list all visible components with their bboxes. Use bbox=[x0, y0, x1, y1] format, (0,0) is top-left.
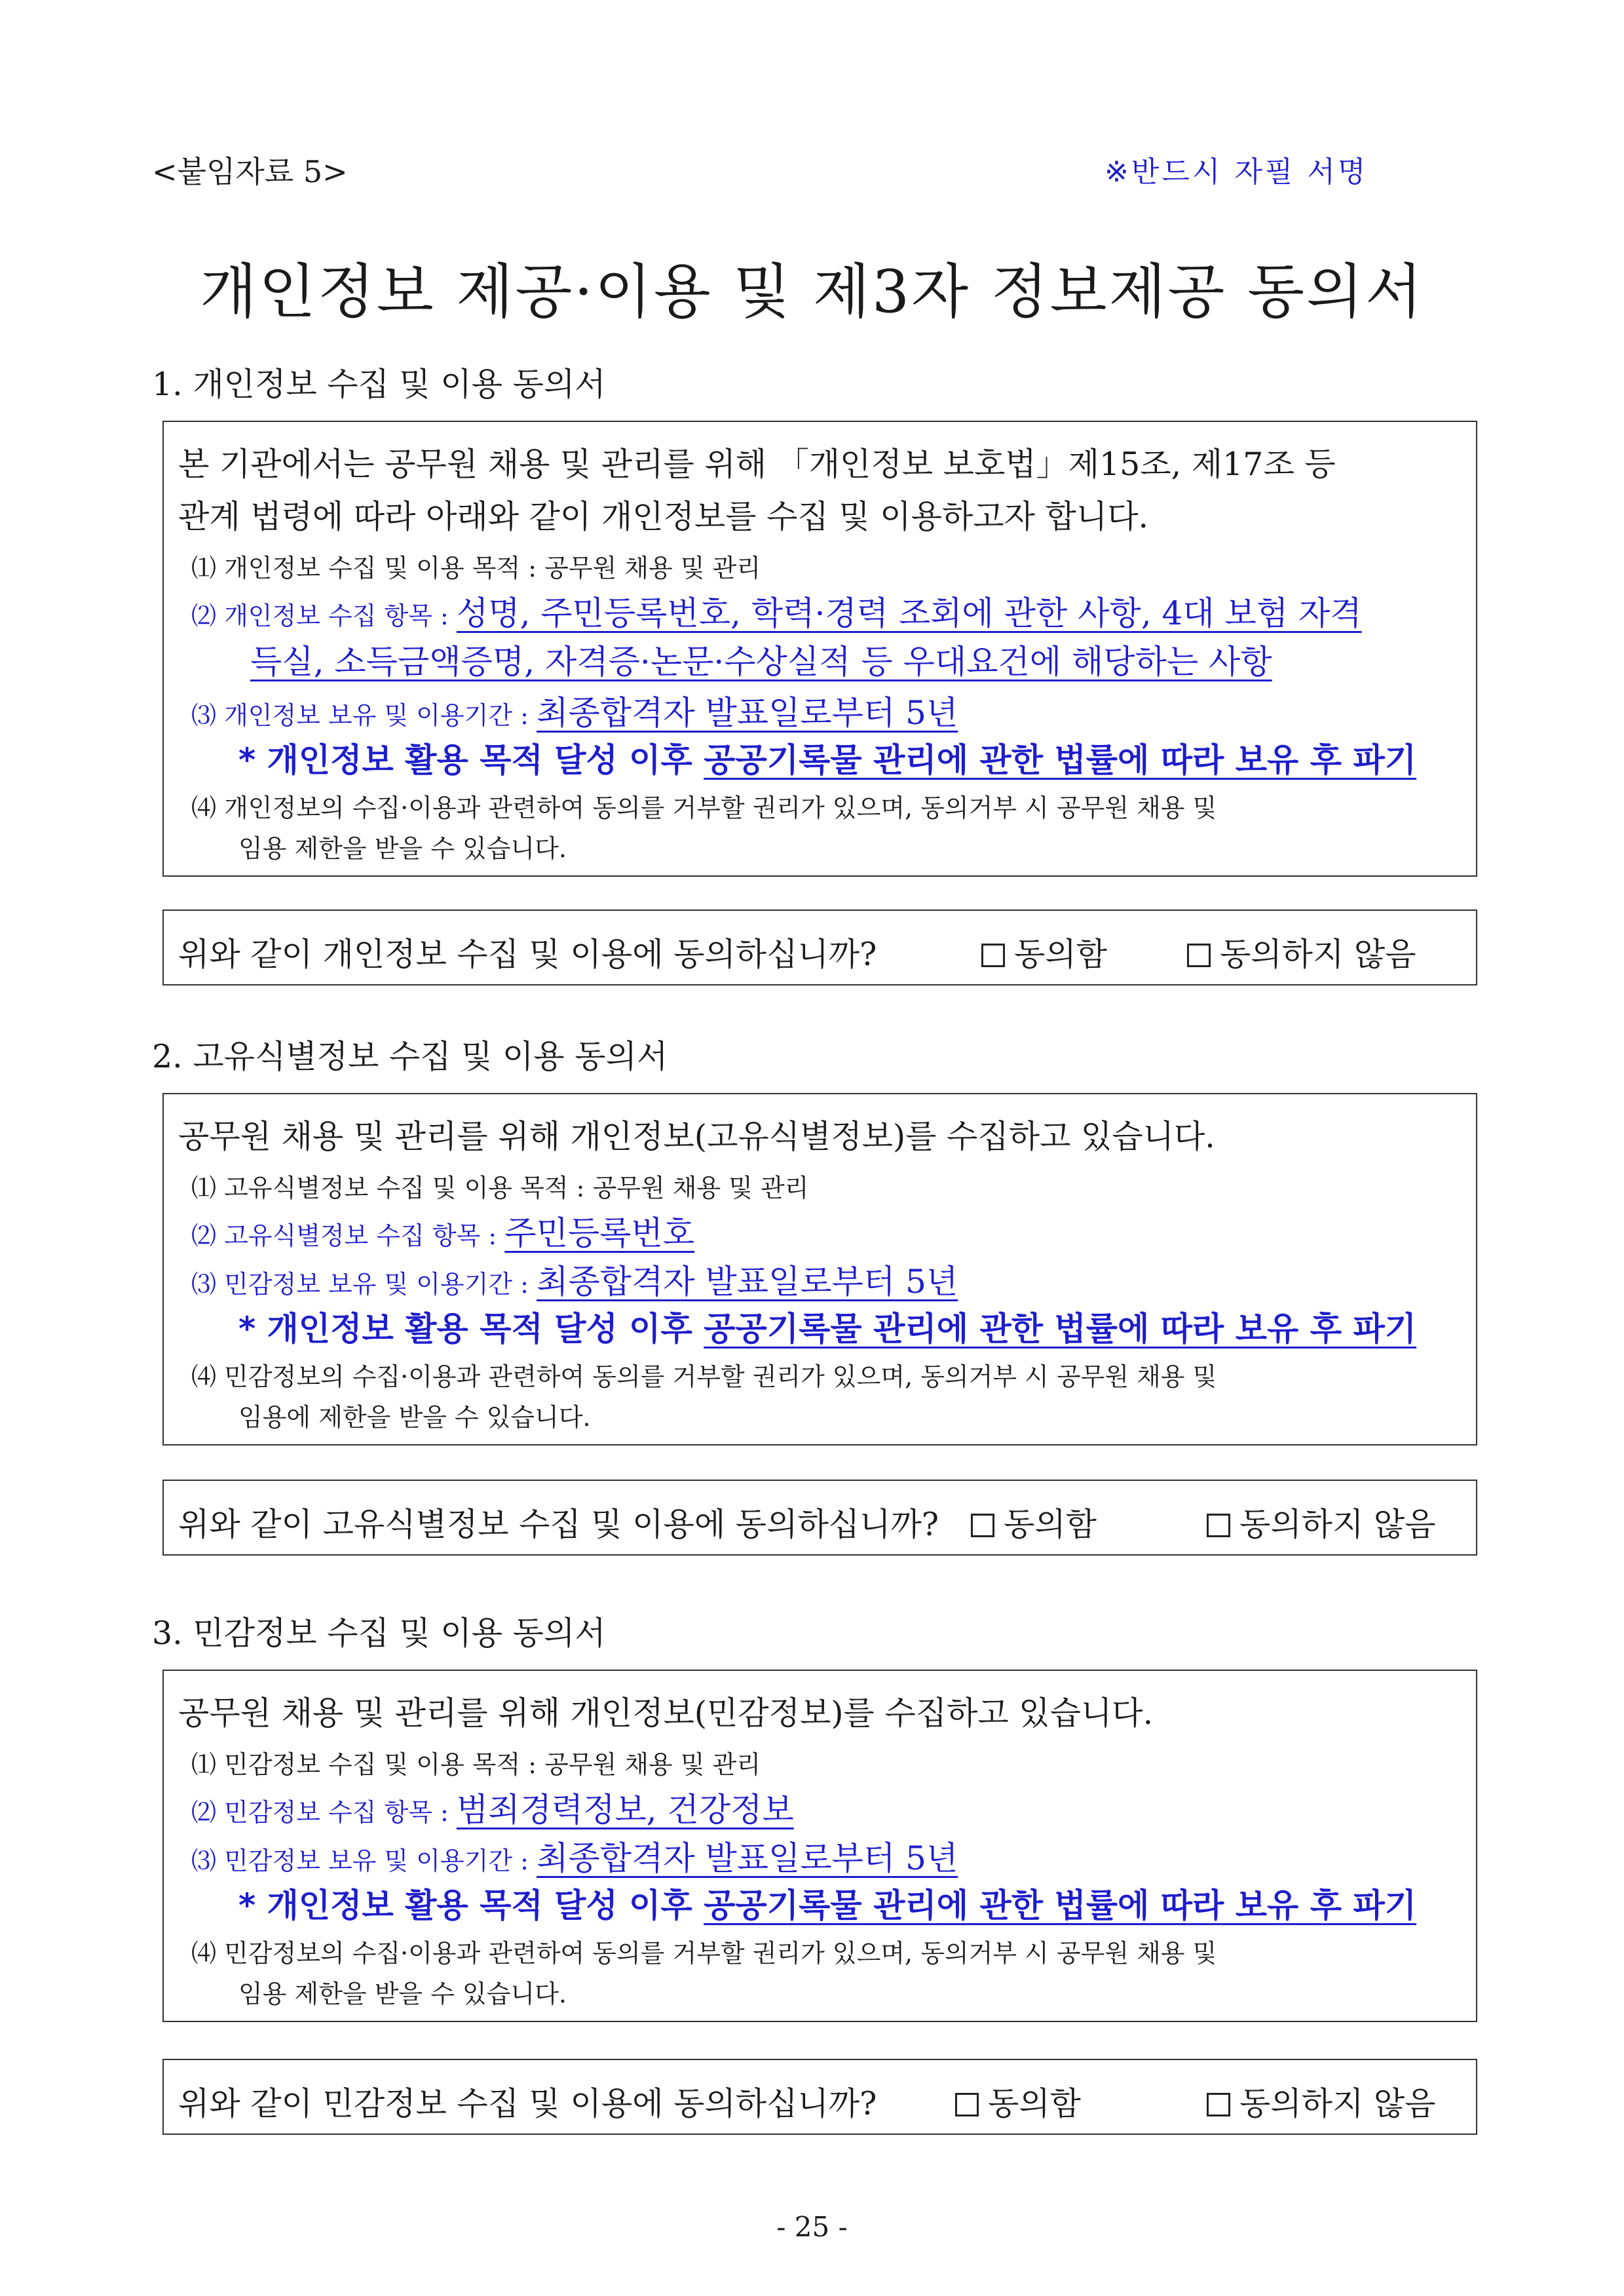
section-3-box bbox=[162, 1670, 1477, 2022]
section-3-disposal-note bbox=[238, 1879, 1476, 1926]
section-2-disposal-note-prefix: * 개인정보 활용 목적 달성 이후 bbox=[238, 1310, 704, 1348]
section-1-disposal-note-prefix: * 개인정보 활용 목적 달성 이후 bbox=[238, 741, 704, 779]
section-2-disposal-note bbox=[238, 1303, 1476, 1350]
section-3-item-retention-value: 최종합격자 발표일로부터 5년 bbox=[537, 1839, 958, 1877]
section-3-heading: 3. 민감정보 수집 및 이용 동의서 bbox=[152, 1615, 606, 1652]
section-1-disagree-label: 동의하지 않음 bbox=[1220, 936, 1416, 973]
checkbox-icon bbox=[1207, 2093, 1230, 2116]
section-1-item-fields bbox=[191, 587, 1476, 634]
section-3-intro: 공무원 채용 및 관리를 위해 개인정보(민감정보)를 수집하고 있습니다. bbox=[178, 1694, 1154, 1732]
section-1-consent-row bbox=[162, 909, 1477, 985]
section-1-item-retention bbox=[191, 687, 1476, 734]
checkbox-icon bbox=[971, 1514, 994, 1537]
section-3-disagree-label: 동의하지 않음 bbox=[1239, 2085, 1436, 2122]
section-1-intro-line-1: 본 기관에서는 공무원 채용 및 관리를 위해 「개인정보 보호법」제15조, 제17조 등 bbox=[178, 446, 1336, 483]
section-1-intro-line-2: 관계 법령에 따라 아래와 같이 개인정보를 수집 및 이용하고자 합니다. bbox=[178, 498, 1149, 535]
section-2-disagree-checkbox[interactable] bbox=[1207, 1499, 1436, 1545]
page-title: 개인정보 제공·이용 및 제3자 정보제공 동의서 bbox=[200, 258, 1424, 326]
section-1-consent-question: 위와 같이 개인정보 수집 및 이용에 동의하십니까? bbox=[178, 936, 877, 973]
section-2-item-fields-label: ⑵ 고유식별정보 수집 항목 : bbox=[191, 1221, 505, 1250]
section-3-consent-question: 위와 같이 민감정보 수집 및 이용에 동의하십니까? bbox=[178, 2085, 877, 2122]
section-2-disagree-label: 동의하지 않음 bbox=[1239, 1506, 1436, 1543]
section-3-agree-label: 동의함 bbox=[988, 2085, 1082, 2122]
section-2-disposal-note-law: 공공기록물 관리에 관한 법률에 따라 보유 후 파기 bbox=[704, 1310, 1417, 1348]
section-3-item-retention-label: ⑶ 민감정보 보유 및 이용기간 : bbox=[191, 1846, 537, 1875]
section-2-box bbox=[162, 1093, 1477, 1445]
section-3-disposal-note-law: 공공기록물 관리에 관한 법률에 따라 보유 후 파기 bbox=[704, 1886, 1417, 1924]
section-2-item-retention-label: ⑶ 민감정보 보유 및 이용기간 : bbox=[191, 1270, 537, 1299]
section-2-item-retention-value: 최종합격자 발표일로부터 5년 bbox=[537, 1263, 958, 1301]
section-3-consent-row bbox=[162, 2059, 1477, 2135]
section-2-item-fields-value: 주민등록번호 bbox=[504, 1214, 695, 1252]
section-1-refusal-right-line-2: 임용 제한을 받을 수 있습니다. bbox=[238, 834, 567, 863]
section-2-item-purpose: ⑴ 고유식별정보 수집 및 이용 목적 : 공무원 채용 및 관리 bbox=[191, 1174, 809, 1202]
checkbox-icon bbox=[1187, 944, 1211, 967]
section-1-agree-label: 동의함 bbox=[1014, 936, 1108, 973]
attachment-label: <붙임자료 5> bbox=[152, 154, 348, 189]
section-3-disposal-note-prefix: * 개인정보 활용 목적 달성 이후 bbox=[238, 1886, 704, 1924]
section-2-intro: 공무원 채용 및 관리를 위해 개인정보(고유식별정보)를 수집하고 있습니다. bbox=[178, 1118, 1215, 1155]
section-1-heading: 1. 개인정보 수집 및 이용 동의서 bbox=[152, 366, 606, 403]
section-1-item-fields-value: 성명, 주민등록번호, 학력·경력 조회에 관한 사항, 4대 보험 자격 bbox=[456, 594, 1362, 632]
section-3-item-fields bbox=[191, 1784, 1476, 1831]
checkbox-icon bbox=[981, 944, 1005, 967]
section-1-box bbox=[162, 421, 1477, 877]
section-1-disagree-checkbox[interactable] bbox=[1187, 929, 1416, 975]
section-1-agree-checkbox[interactable] bbox=[981, 929, 1107, 975]
section-2-item-retention bbox=[191, 1255, 1476, 1303]
section-1-item-fields-label: ⑵ 개인정보 수집 항목 : bbox=[191, 602, 457, 630]
section-2-refusal-right-line-1: ⑷ 민감정보의 수집·이용과 관련하여 동의를 거부할 권리가 있으며, 동의거부 시 공무원 채용 및 bbox=[191, 1362, 1217, 1391]
section-1-item-retention-label: ⑶ 개인정보 보유 및 이용기간 : bbox=[191, 701, 537, 730]
section-2-refusal-right-line-2: 임용에 제한을 받을 수 있습니다. bbox=[238, 1403, 591, 1432]
page-number: - 25 - bbox=[776, 2211, 848, 2243]
must-sign-notice: ※반드시 자필 서명 bbox=[1105, 155, 1369, 189]
section-3-disagree-checkbox[interactable] bbox=[1207, 2078, 1436, 2124]
section-3-agree-checkbox[interactable] bbox=[955, 2078, 1081, 2124]
section-2-agree-label: 동의함 bbox=[1004, 1506, 1097, 1543]
section-2-consent-row bbox=[162, 1480, 1477, 1556]
section-3-item-fields-value: 범죄경력정보, 건강정보 bbox=[456, 1791, 794, 1829]
section-2-item-fields bbox=[191, 1207, 1476, 1254]
section-1-item-fields-continued: 득실, 소득금액증명, 자격증·논문·수상실적 등 우대요건에 해당하는 사항 bbox=[250, 643, 1272, 681]
section-1-disposal-note bbox=[238, 734, 1476, 781]
section-3-refusal-right-line-2: 임용 제한을 받을 수 있습니다. bbox=[238, 1980, 567, 2008]
section-3-item-retention bbox=[191, 1832, 1476, 1879]
section-2-agree-checkbox[interactable] bbox=[971, 1499, 1097, 1545]
section-3-item-fields-label: ⑵ 민감정보 수집 항목 : bbox=[191, 1798, 457, 1827]
section-2-heading: 2. 고유식별정보 수집 및 이용 동의서 bbox=[152, 1038, 668, 1075]
section-1-item-retention-value: 최종합격자 발표일로부터 5년 bbox=[537, 694, 958, 732]
checkbox-icon bbox=[1207, 1514, 1230, 1537]
section-2-consent-question: 위와 같이 고유식별정보 수집 및 이용에 동의하십니까? bbox=[178, 1506, 939, 1543]
checkbox-icon bbox=[955, 2093, 979, 2116]
section-3-refusal-right-line-1: ⑷ 민감정보의 수집·이용과 관련하여 동의를 거부할 권리가 있으며, 동의거부 시 공무원 채용 및 bbox=[191, 1939, 1217, 1968]
section-1-disposal-note-law: 공공기록물 관리에 관한 법률에 따라 보유 후 파기 bbox=[704, 741, 1417, 779]
section-3-item-purpose: ⑴ 민감정보 수집 및 이용 목적 : 공무원 채용 및 관리 bbox=[191, 1750, 761, 1779]
section-1-refusal-right-line-1: ⑷ 개인정보의 수집·이용과 관련하여 동의를 거부할 권리가 있으며, 동의거부 시 공무원 채용 및 bbox=[191, 794, 1217, 822]
section-1-item-purpose: ⑴ 개인정보 수집 및 이용 목적 : 공무원 채용 및 관리 bbox=[191, 554, 761, 583]
